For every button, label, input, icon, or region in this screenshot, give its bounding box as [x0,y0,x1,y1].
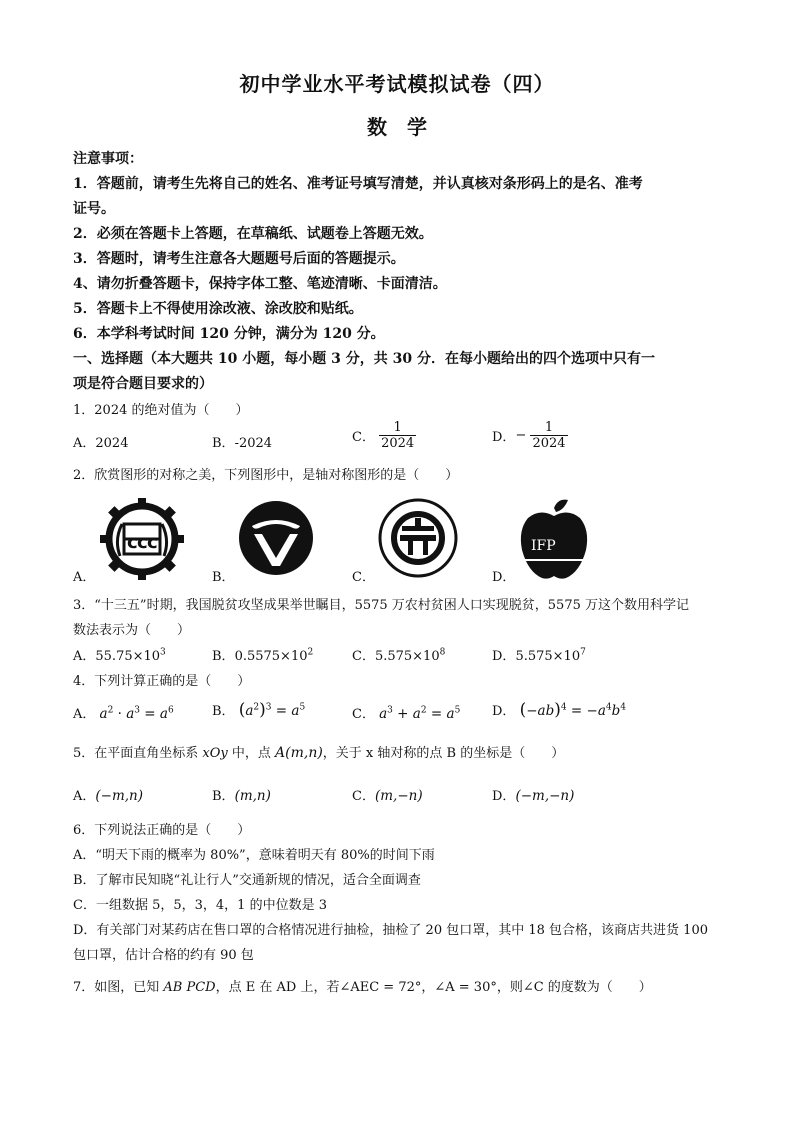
q5-option-a [73,785,143,804]
math-expression: $(a^2)^3 = a^5$ [238,700,306,720]
minus-sign: − [515,428,527,443]
fraction-denominator: 2024 [381,436,415,451]
stem-text: 中，点 [227,746,276,761]
fraction [530,420,567,451]
q6-option-c: C．一组数据 5，5，3，4，1 的中位数是 3 [73,898,327,913]
question-3-stem: 3．“十三五”时期，我国脱贫攻坚成果举世瞩目，5575 万农村贫困人口实现脱贫，5575 万这个数用科学记 [73,598,689,613]
q3-option-a [73,645,166,664]
option-label: A． [73,649,96,664]
q1-option-a [73,432,128,451]
circle-emblem-icon [378,498,458,578]
subject-title: 数 学 [367,115,427,139]
notes-item: 6．本学科考试时间 120 分钟，满分为 120 分。 [73,326,385,342]
q3-option-d [492,645,586,664]
q5-option-d [492,785,574,804]
option-label: B． [212,789,235,804]
question-1-stem: 1．2024 的绝对值为（ ） [73,403,249,418]
notes-item: 证号。 [73,201,115,217]
exponent: 2 [307,647,314,658]
svg-text:c: c [137,532,148,553]
notes-item: 1．答题前，请考生先将自己的姓名、准考证号填写清楚，并认真核对条形码上的是名、准考 [73,176,643,192]
option-text: (m,n) [234,788,271,804]
option-text: 5.575×10 [374,649,440,664]
question-3-stem-cont: 数法表示为（ ） [73,623,191,638]
fraction-numerator: 1 [393,420,402,435]
stem-text: ，关于 x 轴对称的点 B 的坐标是（ ） [322,746,565,761]
q1-option-c [352,420,416,451]
point-a: A(m,n) [275,745,323,761]
notes-item: 3．答题时，请考生注意各大题题号后面的答题提示。 [73,251,405,267]
svg-text:c: c [147,532,158,553]
q1-option-d [492,420,568,451]
question-7-stem [73,976,652,995]
option-label: D． [492,704,516,719]
q2-option-b-label: B． [212,570,235,585]
exponent: 8 [439,647,446,658]
option-text: (−m,n) [95,788,144,804]
q4-option-b [212,700,305,720]
question-2-stem: 2．欣赏图形的对称之美，下列图形中，是轴对称图形的是（ ） [73,468,459,483]
math-expression: $a^2 \cdot a^3 = a^6$ [99,705,174,722]
q2-option-a-label: A． [73,570,96,585]
q5-option-c [352,785,423,804]
svg-text:c: c [127,532,138,553]
option-text: 55.75×10 [95,649,161,664]
option-label: C． [352,707,375,722]
stem-text: 5．在平面直角坐标系 [73,746,203,761]
v-emblem-icon [238,500,314,576]
stem-text: ，点 E 在 AD 上，若∠AEC = 72°，∠A = 30°，则∠C 的度数为（ ） [215,980,652,995]
ifp-logo-text: IFP [531,538,556,554]
stem-text: 7．如图，已知 [73,980,164,995]
option-text: (m,−n) [374,788,423,804]
option-label: C． [352,789,375,804]
math-expression: $a^3 + a^2 = a^5$ [379,705,461,722]
q6-option-b: B．了解市民知晓“礼让行人”交通新规的情况，适合全面调查 [73,873,421,888]
option-label: D． [492,430,516,445]
question-5-stem [73,742,564,761]
option-label: B． [212,704,235,719]
notes-heading: 注意事项： [73,151,143,167]
option-label: C． [352,649,375,664]
q6-option-d-cont: 包口罩，估计合格的约有 90 包 [73,948,254,963]
section-heading: 一、选择题（本大题共 10 小题，每小题 3 分，共 30 分．在每小题给出的四个选项中只有一 [73,351,655,367]
notes-item: 5．答题卡上不得使用涂改液、涂改胶和贴纸。 [73,301,363,317]
question-6-stem: 6．下列说法正确的是（ ） [73,823,251,838]
q3-option-b [212,645,313,664]
option-text: (−m,−n) [515,788,575,804]
q4-option-a [73,703,174,722]
option-label: D． [492,789,516,804]
apple-logo-icon [518,498,590,580]
fraction [379,420,416,451]
gear-emblem-icon [100,498,184,580]
q4-option-c [352,703,460,722]
q1-option-b [212,432,272,451]
option-label: A． [73,436,96,451]
q4-option-d [492,700,626,720]
exponent: 7 [580,647,586,658]
option-label: C． [352,430,375,445]
math-expression: $(-ab)^4 = -a^4b^4$ [519,700,627,720]
option-text: -2024 [234,436,273,451]
notes-item: 2．必须在答题卡上答题，在草稿纸、试题卷上答题无效。 [73,226,433,242]
q6-option-d: D．有关部门对某药店在售口罩的合格情况进行抽检，抽检了 20 包口罩，其中 18 包合格，该商店共进货 100 [73,923,708,938]
q5-option-b [212,785,271,804]
fraction-numerator: 1 [544,420,554,435]
fraction-denominator: 2024 [532,436,566,451]
question-4-stem: 4．下列计算正确的是（ ） [73,674,251,689]
option-label: A． [73,707,96,722]
option-label: B． [212,436,235,451]
q2-option-d-label: D． [492,570,516,585]
section-heading-cont: 项是符合题目要求的） [73,376,213,392]
coordinate-system: xOy [202,746,228,761]
option-label: A． [73,789,96,804]
option-text: 2024 [95,436,129,451]
q6-option-a: A．“明天下雨的概率为 80%”，意味着明天有 80%的时间下雨 [73,848,435,863]
option-label: B． [212,649,235,664]
option-label: D． [492,649,516,664]
parallel-relation: AB PCD [163,980,216,995]
q3-option-c [352,645,445,664]
exponent: 3 [160,647,166,658]
q2-option-c-label: C． [352,570,375,585]
option-text: 5.575×10 [515,649,581,664]
notes-item: 4、请勿折叠答题卡，保持字体工整、笔迹清晰、卡面清洁。 [73,276,447,292]
exam-title: 初中学业水平考试模拟试卷（四） [239,72,555,96]
option-text: 0.5575×10 [234,649,308,664]
